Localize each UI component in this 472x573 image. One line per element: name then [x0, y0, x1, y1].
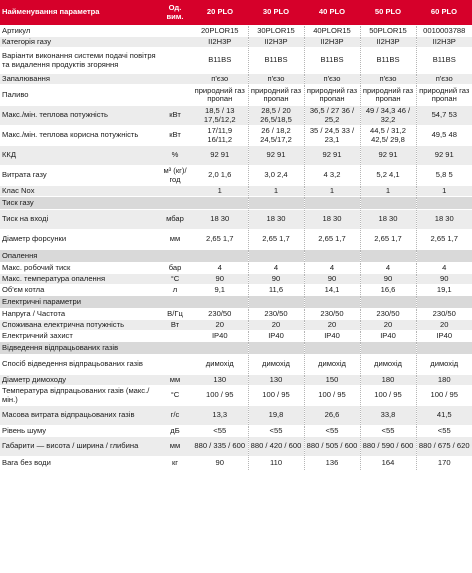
row-value: димохід — [360, 355, 416, 375]
row-value: 230/50 — [248, 309, 304, 320]
row-value: 92 91 — [304, 146, 360, 166]
row-value: 44,5 / 31,2 42,5/ 29,8 — [360, 126, 416, 146]
row-value: 100 / 95 — [360, 386, 416, 406]
row-value — [248, 296, 304, 309]
row-unit: °С — [158, 274, 192, 285]
row-unit: мм — [158, 230, 192, 250]
section-title: Відведення відпрацьованих газів — [0, 342, 158, 355]
row-value: 2,65 1,7 — [360, 230, 416, 250]
row-value: 90 — [416, 274, 472, 285]
row-value: 92 91 — [416, 146, 472, 166]
table-row — [0, 355, 472, 375]
row-unit: г/с — [158, 406, 192, 426]
row-unit — [158, 296, 192, 309]
table-row — [0, 274, 472, 285]
row-value: II2H3P — [360, 37, 416, 48]
row-value: 20 — [416, 320, 472, 331]
row-value: II2H3P — [304, 37, 360, 48]
row-value: 4 — [192, 263, 248, 274]
table-body — [0, 26, 472, 471]
row-value — [304, 197, 360, 210]
table-row — [0, 48, 472, 74]
row-value: 170 — [416, 457, 472, 471]
section-row — [0, 342, 472, 355]
row-value: <55 — [416, 426, 472, 437]
row-value: 1 — [192, 186, 248, 197]
row-label: Напруга / Частота — [0, 309, 158, 320]
row-unit: кг — [158, 457, 192, 471]
table-row — [0, 210, 472, 230]
row-label: Габарити — висота / ширина / глибина — [0, 437, 158, 457]
row-value: IP40 — [416, 331, 472, 342]
row-unit — [158, 85, 192, 106]
row-value: 40PLOR15 — [304, 26, 360, 37]
row-value: 230/50 — [192, 309, 248, 320]
header-model: 60 PLO — [416, 0, 472, 26]
section-title: Тиск газу — [0, 197, 158, 210]
row-unit: мбар — [158, 210, 192, 230]
row-value: 20 — [304, 320, 360, 331]
row-value: 880 / 590 / 600 — [360, 437, 416, 457]
row-value — [416, 197, 472, 210]
row-label: Макс. температура опалення — [0, 274, 158, 285]
row-value: 3,0 2,4 — [248, 166, 304, 186]
row-value — [416, 296, 472, 309]
row-value: 4 — [304, 263, 360, 274]
row-value: 4 3,2 — [304, 166, 360, 186]
row-value: 18 30 — [192, 210, 248, 230]
row-label: Макс./мін. теплова корисна потужність — [0, 126, 158, 146]
section-row — [0, 197, 472, 210]
row-label: Температура відпрацьованих газів (макс./мін.) — [0, 386, 158, 406]
row-value: 18 30 — [248, 210, 304, 230]
row-unit — [158, 186, 192, 197]
row-value: 130 — [248, 375, 304, 386]
row-unit: °С — [158, 386, 192, 406]
row-unit: дБ — [158, 426, 192, 437]
row-value: п'єзо — [248, 74, 304, 85]
row-unit — [158, 26, 192, 37]
row-value: 2,0 1,6 — [192, 166, 248, 186]
row-value: 880 / 335 / 600 — [192, 437, 248, 457]
row-value: 9,1 — [192, 285, 248, 296]
row-value: 1 — [416, 186, 472, 197]
table-row — [0, 146, 472, 166]
table-row — [0, 309, 472, 320]
row-value — [416, 342, 472, 355]
row-value: 92 91 — [360, 146, 416, 166]
row-value: 14,1 — [304, 285, 360, 296]
row-value: 35 / 24,5 33 / 23,1 — [304, 126, 360, 146]
row-value: 230/50 — [304, 309, 360, 320]
row-value — [360, 197, 416, 210]
row-value: 16,6 — [360, 285, 416, 296]
row-unit: мм — [158, 437, 192, 457]
row-unit — [158, 74, 192, 85]
row-value: 26,6 — [304, 406, 360, 426]
row-label: Об'єм котла — [0, 285, 158, 296]
table-row — [0, 126, 472, 146]
row-value: 880 / 505 / 600 — [304, 437, 360, 457]
table-row — [0, 437, 472, 457]
row-value: п'єзо — [304, 74, 360, 85]
row-value: п'єзо — [416, 74, 472, 85]
row-value: 880 / 675 / 620 — [416, 437, 472, 457]
row-value: 11,6 — [248, 285, 304, 296]
row-value: 2,65 1,7 — [416, 230, 472, 250]
row-value: 130 — [192, 375, 248, 386]
row-value: 20 — [360, 320, 416, 331]
row-value: 36,5 / 27 36 / 25,2 — [304, 106, 360, 126]
row-value: 4 — [248, 263, 304, 274]
header-model: 30 PLO — [248, 0, 304, 26]
row-unit — [158, 331, 192, 342]
row-unit: кВт — [158, 106, 192, 126]
row-value: природний газ пропан — [248, 85, 304, 106]
row-value: димохід — [416, 355, 472, 375]
header-model: 50 PLO — [360, 0, 416, 26]
row-value: 18 30 — [360, 210, 416, 230]
table-row — [0, 26, 472, 37]
row-value — [248, 342, 304, 355]
row-label: Витрата газу — [0, 166, 158, 186]
row-value: 92 91 — [248, 146, 304, 166]
row-value: 2,65 1,7 — [192, 230, 248, 250]
table-row — [0, 74, 472, 85]
row-value: димохід — [248, 355, 304, 375]
row-label: Макс. робочий тиск — [0, 263, 158, 274]
row-value: 18 30 — [304, 210, 360, 230]
row-value: <55 — [248, 426, 304, 437]
section-title: Опалення — [0, 250, 158, 263]
row-value: 13,3 — [192, 406, 248, 426]
row-value: 100 / 95 — [304, 386, 360, 406]
table-row — [0, 426, 472, 437]
row-value: 230/50 — [360, 309, 416, 320]
row-value: 19,1 — [416, 285, 472, 296]
section-row — [0, 296, 472, 309]
row-value: B11BS — [304, 48, 360, 74]
row-value: 19,8 — [248, 406, 304, 426]
table-row — [0, 285, 472, 296]
row-value: 20PLOR15 — [192, 26, 248, 37]
row-value: <55 — [360, 426, 416, 437]
row-value: IP40 — [360, 331, 416, 342]
table-row — [0, 230, 472, 250]
row-value: 230/50 — [416, 309, 472, 320]
row-value: IP40 — [304, 331, 360, 342]
row-value: 18,5 / 13 17,5/12,2 — [192, 106, 248, 126]
row-value: 49,5 48 — [416, 126, 472, 146]
row-value: 92 91 — [192, 146, 248, 166]
row-value: 18 30 — [416, 210, 472, 230]
row-value: 20 — [248, 320, 304, 331]
row-value: 2,65 1,7 — [248, 230, 304, 250]
row-label: Варіанти виконання системи подачі повітря та видалення продуктів згоряння — [0, 48, 158, 74]
row-value — [416, 250, 472, 263]
table-row — [0, 457, 472, 471]
row-value — [360, 250, 416, 263]
row-label: ККД — [0, 146, 158, 166]
row-value: природний газ пропан — [416, 85, 472, 106]
row-value — [360, 342, 416, 355]
row-label: Електричний захист — [0, 331, 158, 342]
header-unit: Од. вим. — [158, 0, 192, 26]
row-value: 180 — [416, 375, 472, 386]
row-value: 100 / 95 — [192, 386, 248, 406]
row-value — [304, 342, 360, 355]
row-value: 180 — [360, 375, 416, 386]
row-label: Артикул — [0, 26, 158, 37]
row-value: 50PLOR15 — [360, 26, 416, 37]
row-label: Рівень шуму — [0, 426, 158, 437]
row-value: 49 / 34,3 46 / 32,2 — [360, 106, 416, 126]
row-value: 164 — [360, 457, 416, 471]
row-value: димохід — [192, 355, 248, 375]
row-value — [248, 197, 304, 210]
row-unit: бар — [158, 263, 192, 274]
row-unit — [158, 48, 192, 74]
row-value: II2H3P — [248, 37, 304, 48]
section-row — [0, 250, 472, 263]
row-label: Тиск на вході — [0, 210, 158, 230]
table-row — [0, 386, 472, 406]
row-value: 5,8 5 — [416, 166, 472, 186]
row-value: <55 — [304, 426, 360, 437]
row-value: 33,8 — [360, 406, 416, 426]
row-label: Діаметр форсунки — [0, 230, 158, 250]
row-value: 30PLOR15 — [248, 26, 304, 37]
row-value: 150 — [304, 375, 360, 386]
row-value: B11BS — [192, 48, 248, 74]
row-value — [192, 342, 248, 355]
row-unit: кВт — [158, 126, 192, 146]
row-unit — [158, 37, 192, 48]
row-value: 0010003788 — [416, 26, 472, 37]
row-value: 54,7 53 — [416, 106, 472, 126]
row-value: 90 — [360, 274, 416, 285]
row-value: <55 — [192, 426, 248, 437]
row-value: 1 — [304, 186, 360, 197]
row-value — [360, 296, 416, 309]
row-value: B11BS — [416, 48, 472, 74]
table-row — [0, 375, 472, 386]
row-value — [248, 250, 304, 263]
row-value: 41,5 — [416, 406, 472, 426]
row-value: B11BS — [248, 48, 304, 74]
row-value: 1 — [360, 186, 416, 197]
row-value: B11BS — [360, 48, 416, 74]
header-model: 20 PLO — [192, 0, 248, 26]
row-value: 4 — [416, 263, 472, 274]
row-value: 4 — [360, 263, 416, 274]
table-row — [0, 331, 472, 342]
table-header — [0, 0, 472, 26]
row-value: 880 / 420 / 600 — [248, 437, 304, 457]
row-value: 110 — [248, 457, 304, 471]
row-value: димохід — [304, 355, 360, 375]
row-value — [192, 197, 248, 210]
row-value — [304, 296, 360, 309]
row-value: IP40 — [248, 331, 304, 342]
row-label: Макс./мін. теплова потужність — [0, 106, 158, 126]
row-value: 26 / 18,2 24,5/17,2 — [248, 126, 304, 146]
table-row — [0, 85, 472, 106]
row-value: II2H3P — [192, 37, 248, 48]
row-label: Спосіб відведення відпрацьованих газів — [0, 355, 158, 375]
row-value: 17/11,9 16/11,2 — [192, 126, 248, 146]
section-title: Електричні параметри — [0, 296, 158, 309]
header-model: 40 PLO — [304, 0, 360, 26]
row-unit: л — [158, 285, 192, 296]
row-label: Масова витрата відпрацьованих газів — [0, 406, 158, 426]
row-label: Вага без води — [0, 457, 158, 471]
row-value: природний газ пропан — [304, 85, 360, 106]
row-unit: % — [158, 146, 192, 166]
row-value: 20 — [192, 320, 248, 331]
row-value: природний газ пропан — [192, 85, 248, 106]
table-row — [0, 106, 472, 126]
table-row — [0, 263, 472, 274]
row-value: 90 — [192, 274, 248, 285]
row-value — [304, 250, 360, 263]
table-row — [0, 406, 472, 426]
row-value: II2H3P — [416, 37, 472, 48]
row-value: 100 / 95 — [416, 386, 472, 406]
table-row — [0, 320, 472, 331]
row-unit — [158, 250, 192, 263]
table-row — [0, 166, 472, 186]
row-value — [192, 250, 248, 263]
row-unit: В/Гц — [158, 309, 192, 320]
row-unit — [158, 355, 192, 375]
row-value: 90 — [192, 457, 248, 471]
row-value: 136 — [304, 457, 360, 471]
row-value: 5,2 4,1 — [360, 166, 416, 186]
row-label: Категорія газу — [0, 37, 158, 48]
row-value: 1 — [248, 186, 304, 197]
row-unit — [158, 197, 192, 210]
row-value: 90 — [304, 274, 360, 285]
row-label: Діаметр димоходу — [0, 375, 158, 386]
row-value: 100 / 95 — [248, 386, 304, 406]
row-unit: мм — [158, 375, 192, 386]
row-value: природний газ пропан — [360, 85, 416, 106]
row-value — [192, 296, 248, 309]
row-value: п'єзо — [360, 74, 416, 85]
row-value: 2,65 1,7 — [304, 230, 360, 250]
row-unit: Вт — [158, 320, 192, 331]
header-parameter-name: Найменування параметра — [0, 0, 158, 26]
row-value: п'єзо — [192, 74, 248, 85]
row-value: 90 — [248, 274, 304, 285]
row-label: Споживана електрична потужність — [0, 320, 158, 331]
table-row — [0, 37, 472, 48]
row-label: Паливо — [0, 85, 158, 106]
row-unit: м³ (кг)/ год — [158, 166, 192, 186]
row-value: IP40 — [192, 331, 248, 342]
table-row — [0, 186, 472, 197]
row-unit — [158, 342, 192, 355]
row-label: Запалювання — [0, 74, 158, 85]
row-value: 28,5 / 20 26,5/18,5 — [248, 106, 304, 126]
row-label: Клас Nox — [0, 186, 158, 197]
